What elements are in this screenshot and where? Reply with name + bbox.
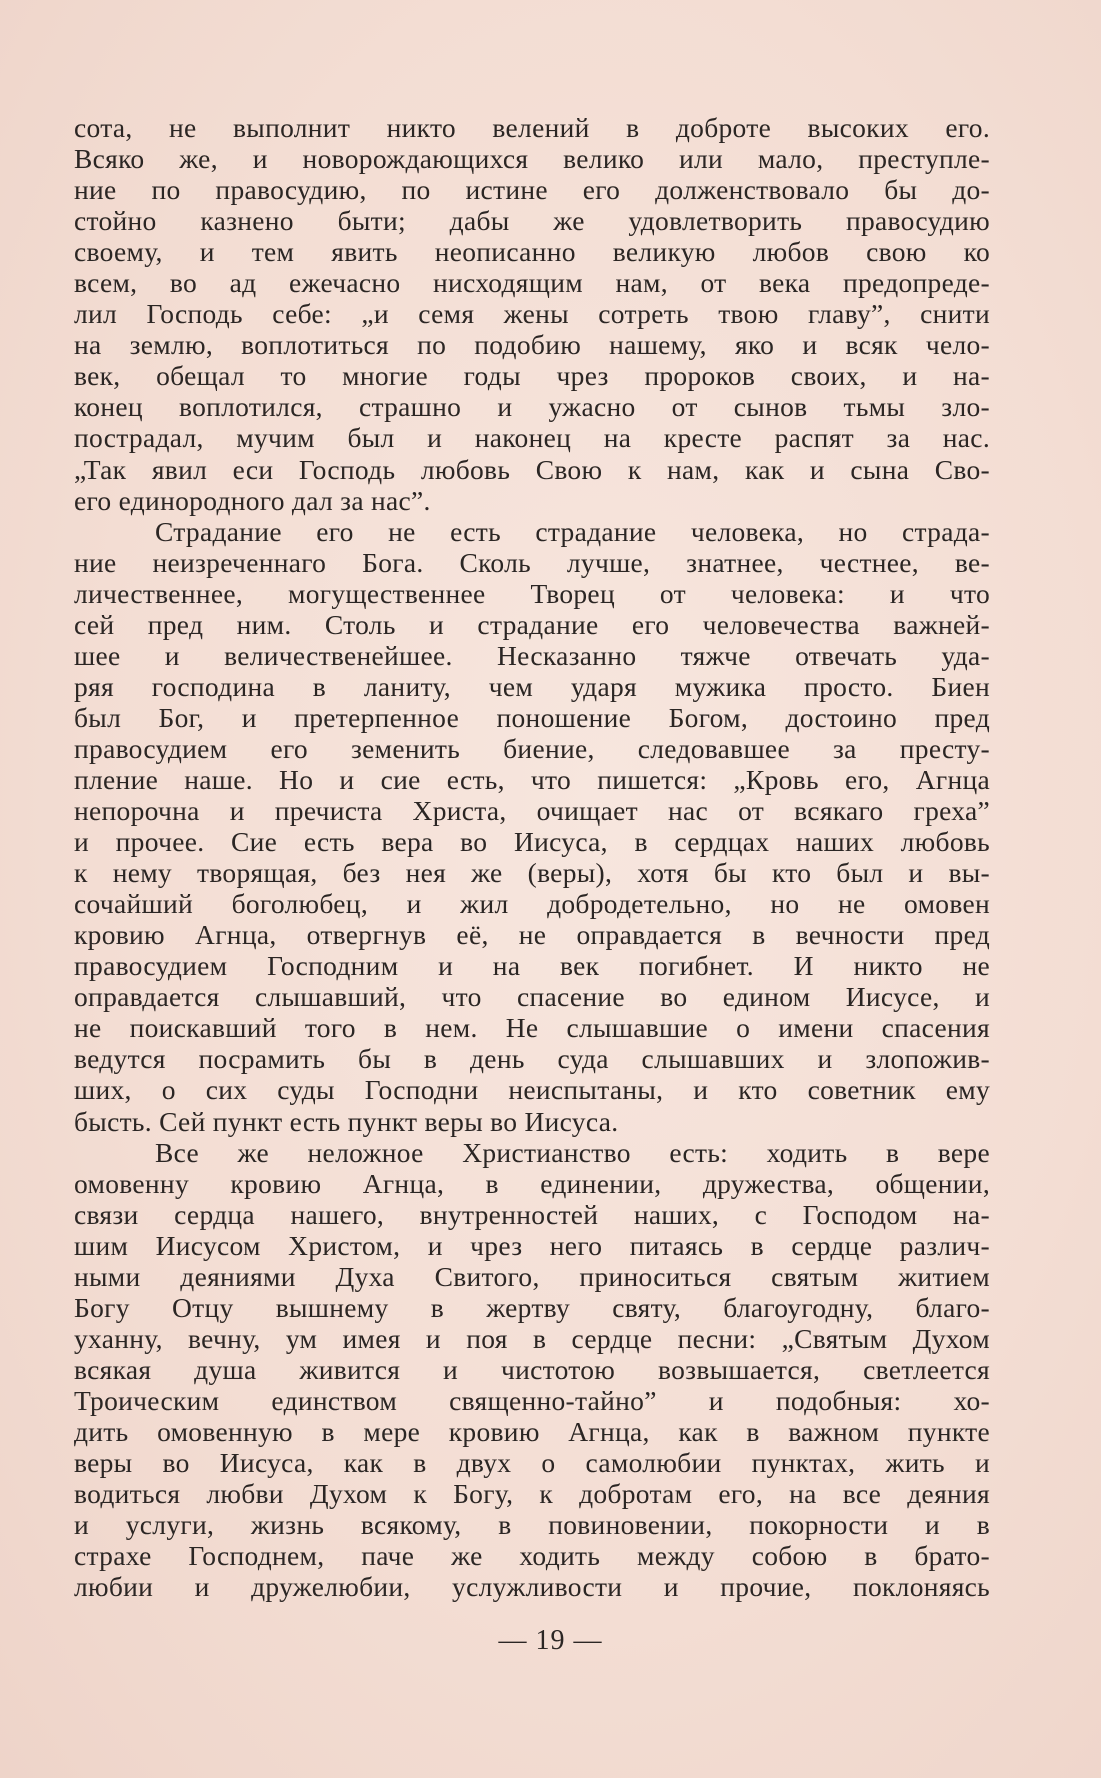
text-line: дить омовенную в мере кровию Агнца, как в важном пункте [74,1415,990,1447]
text-line: не поискавший того в нем. Не слышавшие о имени спасения [74,1012,990,1044]
text-line: ведутся посрамить бы в день суда слышавших и злопожив- [74,1043,990,1075]
text-line: веры во Иисуса, как в двух о самолюбии пунктах, жить и [74,1447,990,1479]
text-line: и прочее. Сие есть вера во Иисуса, в сердцах наших любовь [74,826,990,858]
text-line: ние неизреченнаго Бога. Сколь лучше, знатнее, честнее, ве- [74,546,990,578]
text-line: стойно казнено быти; дабы же удовлетворить правосудию [74,205,990,237]
text-line: личественнее, могущественнее Творец от человека: и что [74,577,990,609]
text-line: и услуги, жизнь всякому, в повиновении, покорности и в [74,1509,990,1541]
body-text [74,112,990,1602]
text-line: непорочна и пречиста Христа, очищает нас от всякаго греха” [74,795,990,827]
text-line: правосудием Господним и на век погибнет. И никто не [74,950,990,982]
paragraph [74,1137,990,1603]
text-line: сей пред ним. Столь и страдание его человечества важней- [74,608,990,640]
text-line: оправдается слышавший, что спасение во едином Иисусе, и [74,981,990,1013]
text-line: лил Господь себе: „и семя жены сотреть твою главу”, снити [74,298,990,330]
text-line: страхе Господнем, паче же ходить между собою в брато- [74,1540,990,1572]
text-line: к нему творящая, без нея же (веры), хотя бы кто был и вы- [74,857,990,889]
text-line: омовенну кровию Агнца, в единении, дружества, общении, [74,1167,990,1199]
text-line: век, обещал то многие годы чрез пророков своих, и на- [74,360,990,392]
text-line: бысть. Сей пункт есть пункт веры во Иисуса. [74,1105,619,1137]
text-line: его единородного дал за нас”. [74,484,431,516]
text-line: ными деяниями Духа Свитого, приноситься святым житием [74,1260,990,1292]
text-line: правосудием его земенить биение, следовавшее за престу- [74,732,990,764]
text-line: сочайший боголюбец, и жил добродетельно, но не омовен [74,888,990,920]
text-line: был Бог, и претерпенное поношение Богом, достоино пред [74,701,990,733]
text-line: ряя господина в ланиту, чем ударя мужика просто. Биен [74,670,990,702]
text-line: шим Иисусом Христом, и чрез него питаясь в сердце различ- [74,1229,990,1261]
text-line: пление наше. Но и сие есть, что пишется: „Кровь его, Агнца [74,763,990,795]
text-line: ших, о сих суды Господни неиспытаны, и кто советник ему [74,1074,990,1106]
paragraph [74,516,990,1137]
text-line: Страдание его не есть страдание человека, но страда- [155,515,990,547]
text-line: Всяко же, и новорождающихся велико или мало, преступле- [74,143,990,175]
text-line: кровию Агнца, отвергнув её, не оправдается в вечности пред [74,919,990,951]
text-line: любии и дружелюбии, услужливости и прочие, поклоняясь [74,1571,990,1603]
text-line: ние по правосудию, по истине его долженствовало бы до- [74,174,990,206]
text-line: всем, во ад ежечасно нисходящим нам, от века предопреде- [74,267,990,299]
text-line: всякая душа живится и чистотою возвышается, светлеется [74,1353,990,1385]
text-line: уханну, вечну, ум имея и поя в сердце песни: „Святым Духом [74,1322,990,1354]
text-line: связи сердца нашего, внутренностей наших, с Господом на- [74,1198,990,1230]
text-line: Богу Отцу вышнему в жертву святу, благоугодну, благо- [74,1291,990,1323]
text-line: Все же неложное Христианство есть: ходить в вере [155,1136,990,1168]
text-line: водиться любви Духом к Богу, к добротам его, на все деяния [74,1478,990,1510]
page-number: — 19 — [498,1625,603,1656]
text-line: Троическим единством священно-тайно” и подобныя: хо- [74,1384,990,1416]
text-line: шее и величественейшее. Несказанно тяжче отвечать уда- [74,639,990,671]
text-line: сота, не выполнит никто велений в доброте высоких его. [74,112,990,143]
text-line: конец воплотился, страшно и ужасно от сынов тьмы зло- [74,391,990,423]
text-line: на землю, воплотиться по подобию нашему, яко и всяк чело- [74,329,990,361]
text-line: своему, и тем явить неописанно великую любов свою ко [74,236,990,268]
paragraph [74,112,990,516]
text-line: пострадал, мучим был и наконец на кресте распят за нас. [74,422,990,454]
text-line: „Так явил еси Господь любовь Свою к нам, как и сына Сво- [74,453,990,485]
